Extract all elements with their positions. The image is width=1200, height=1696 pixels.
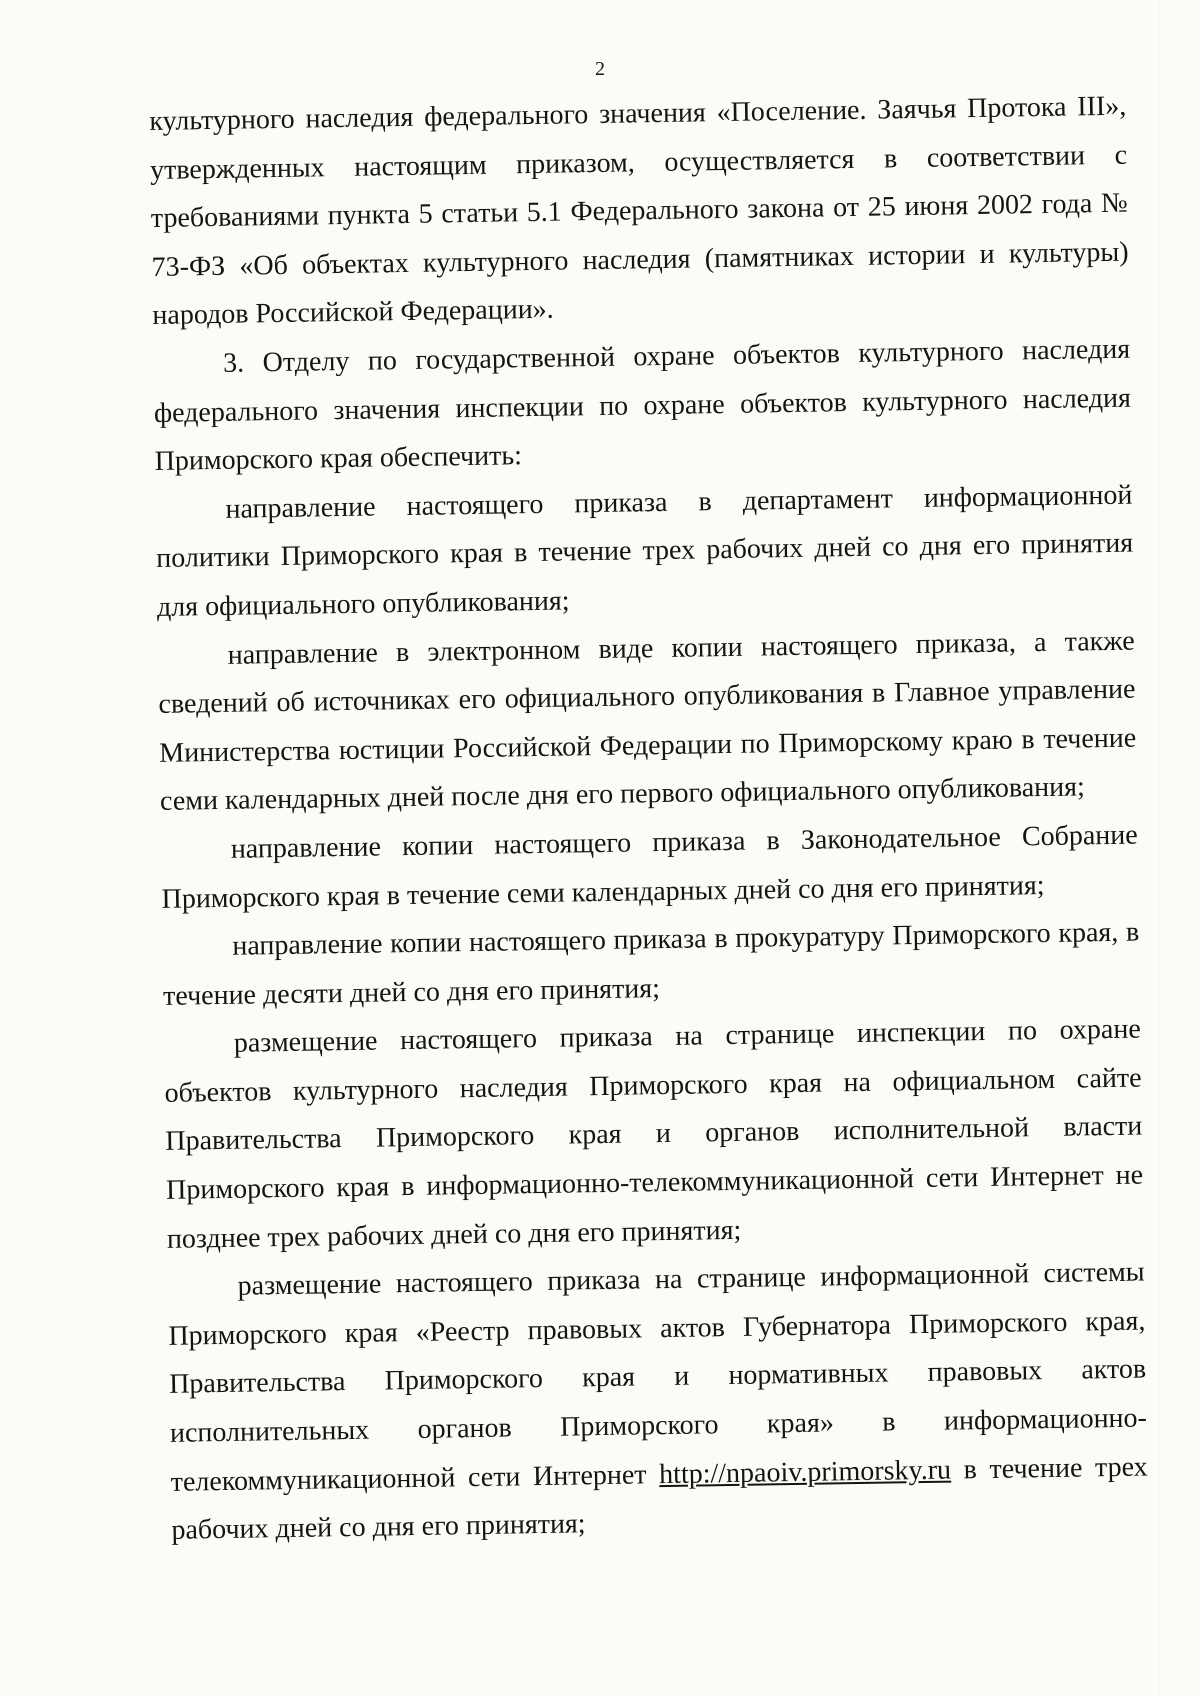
scan-edge bbox=[1159, 0, 1160, 1696]
registry-text-after: в течение трех рабочих дней со дня его принятия; bbox=[171, 1451, 1148, 1547]
registry-text-before: размещение настоящего приказа на странице информационной системы Приморского края «Реестр правовых актов Губернатора Приморского края, Правительства Приморского края и нормативных правовых актов исполнительных органов Приморского края» в информационно-телекоммуникационной сети Интернет bbox=[168, 1256, 1148, 1498]
paragraph-prosecutor: направление копии настоящего приказа в прокуратуру Приморского края, в течение десяти дней со дня его принятия; bbox=[162, 916, 1140, 1012]
paragraph-info-policy: направление настоящего приказа в департамент информационной политики Приморского края в течение трех рабочих дней со дня его принятия для официального опубликования; bbox=[155, 479, 1134, 623]
paragraph-continuation: культурного наследия федерального значения «Поселение. Заячья Протока III», утвержденных настоящим приказом, осуществляется в соответствии с требованиями пункта 5 статьи 5.1 Федерального закона от 25 июня 2002 года № 73-ФЗ «Об объектах культурного наследия (памятниках истории и культуры) народов Российской Федерации». bbox=[149, 90, 1129, 332]
paragraph-legislative-assembly: направление копии настоящего приказа в Законодательное Собрание Приморского края в течение семи календарных дней со дня его принятия; bbox=[161, 819, 1138, 915]
document-body bbox=[149, 83, 1149, 1556]
paragraph-official-site: размещение настоящего приказа на странице инспекции по охране объектов культурного наследия Приморского края на официальном сайте Правительства Приморского края и органов исполнительной власти Приморского края в информационно-телекоммуникационной сети Интернет не позднее трех рабочих дней со дня его принятия; bbox=[164, 1013, 1144, 1255]
paragraph-item-3: 3. Отделу по государственной охране объектов культурного наследия федерального значения инспекции по охране объектов культурного наследия Приморского края обеспечить: bbox=[153, 333, 1132, 478]
registry-link[interactable]: http://npaoiv.primorsky.ru bbox=[658, 1454, 952, 1490]
paragraph-ministry-justice: направление в электронном виде копии настоящего приказа, а также сведений об источниках его официального опубликования в Главное управление Министерства юстиции Российской Федерации по Приморскому краю в течение семи календарных дней после дня его первого официального опубликования; bbox=[158, 625, 1137, 818]
page-number: 2 bbox=[595, 58, 605, 80]
paragraph-registry bbox=[167, 1249, 1148, 1556]
